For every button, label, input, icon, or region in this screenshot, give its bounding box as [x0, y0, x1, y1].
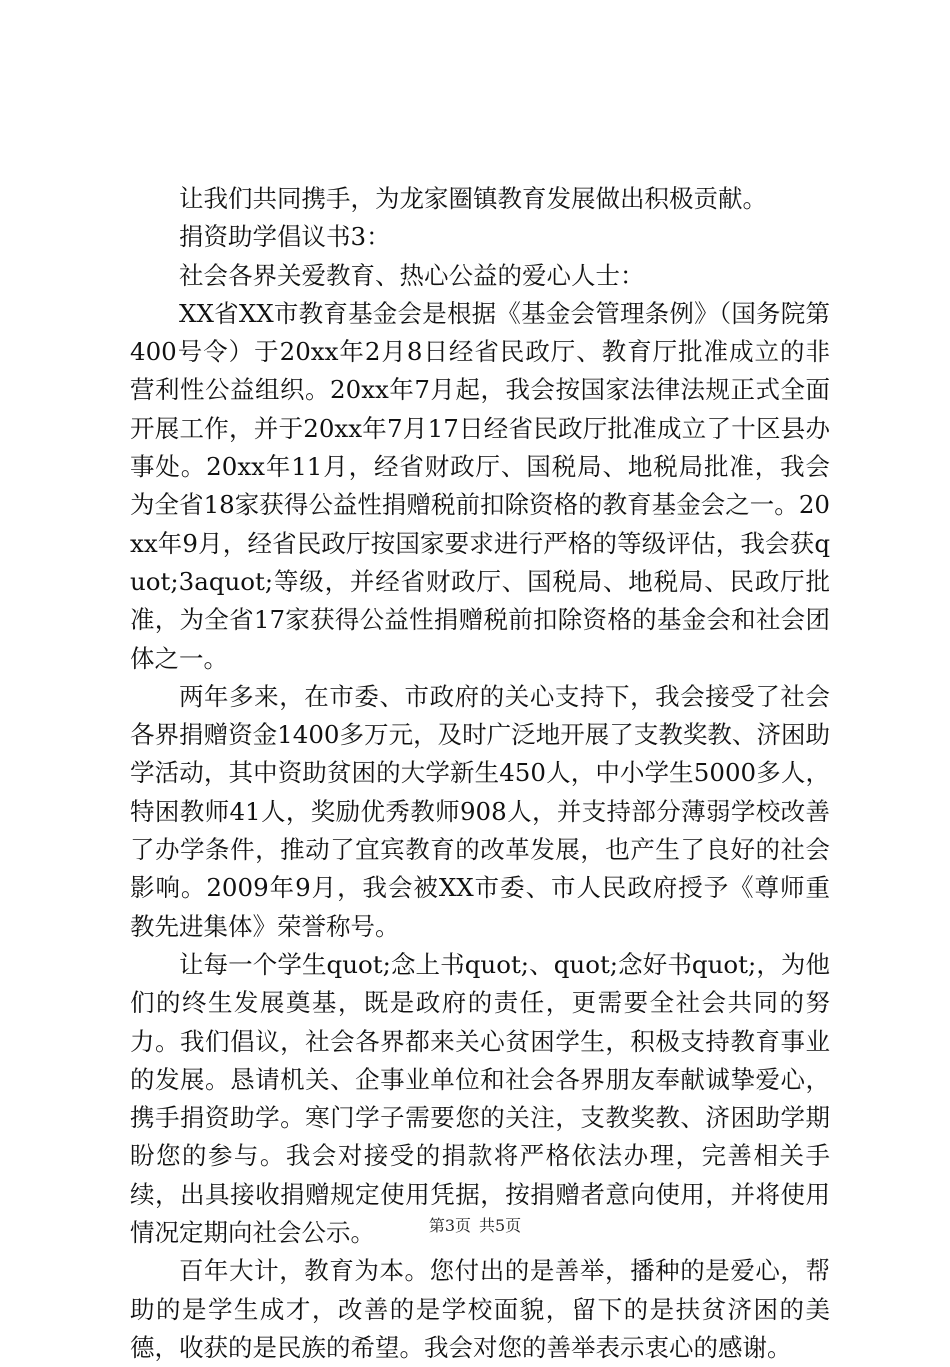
paragraph-salutation: 社会各界关爱教育、热心公益的爱心人士： [179, 260, 645, 290]
paragraph-appeal: 让每一个学生quot;念上书quot;、quot;念好书quot;，为他们的终生发展奠基，既是政府的责任，更需要全社会共同的努力。我们倡议，社会各界都来关心贫困学生，积极支持教育事业的发展。恳请机关、企事业单位和社会各界朋友奉献诚挚爱心，携手捐资助学。寒门学子需要您的关注，支教奖教、济困助学期盼您的参与。我会对接受的捐款将严格依法办理，完善相关手续，出具接收捐赠规定使用凭据，按捐赠者意向使用，并将使用情况定期向社会公示。 [130, 949, 830, 1248]
page-total: 共5页 [479, 1216, 522, 1235]
paragraph-closing-call: 让我们共同携手，为龙家圈镇教育发展做出积极贡献。 [179, 184, 767, 213]
paragraph-foundation-intro: XX省XX市教育基金会是根据《基金会管理条例》（国务院第400号令）于20xx年2月8日经省民政厅、教育厅批准成立的非营利性公益组织。20xx年7月起，我会按国家法律法规正式全面开展工作，并于20xx年7月17日经省民政厅批准成立了十区县办事处。20xx年11月，经省财政厅、国税局、地税局批准，我会为全省18家获得公益性捐赠税前扣除资格的教育基金会之一。20xx年9月，经省民政厅按国家要求进行严格的等级评估，我会获quot;3aquot;等级，并经省财政厅、国税局、地税局、民政厅批准，为全省17家获得公益性捐赠税前扣除资格的基金会和社会团体之一。 [130, 298, 830, 673]
page-footer [0, 1216, 950, 1236]
paragraph-heading: 捐资助学倡议书3： [179, 222, 391, 252]
paragraph-conclusion: 百年大计，教育为本。您付出的是善举，播种的是爱心，帮助的是学生成才，改善的是学校面貌，留下的是扶贫济困的美德，收获的是民族的希望。我会对您的善举表示衷心的感谢。 [130, 1256, 830, 1362]
page-number: 第3页 [428, 1216, 471, 1235]
document-body [130, 180, 830, 1367]
paragraph-achievements: 两年多来，在市委、市政府的关心支持下，我会接受了社会各界捐赠资金1400多万元，及时广泛地开展了支教奖教、济困助学活动，其中资助贫困的大学新生450人，中小学生5000多人，特困教师41人，奖励优秀教师908人，并支持部分薄弱学校改善了办学条件，推动了宜宾教育的改革发展，也产生了良好的社会影响。2009年9月，我会被XX市委、市人民政府授予《尊师重教先进集体》荣誉称号。 [130, 681, 830, 941]
